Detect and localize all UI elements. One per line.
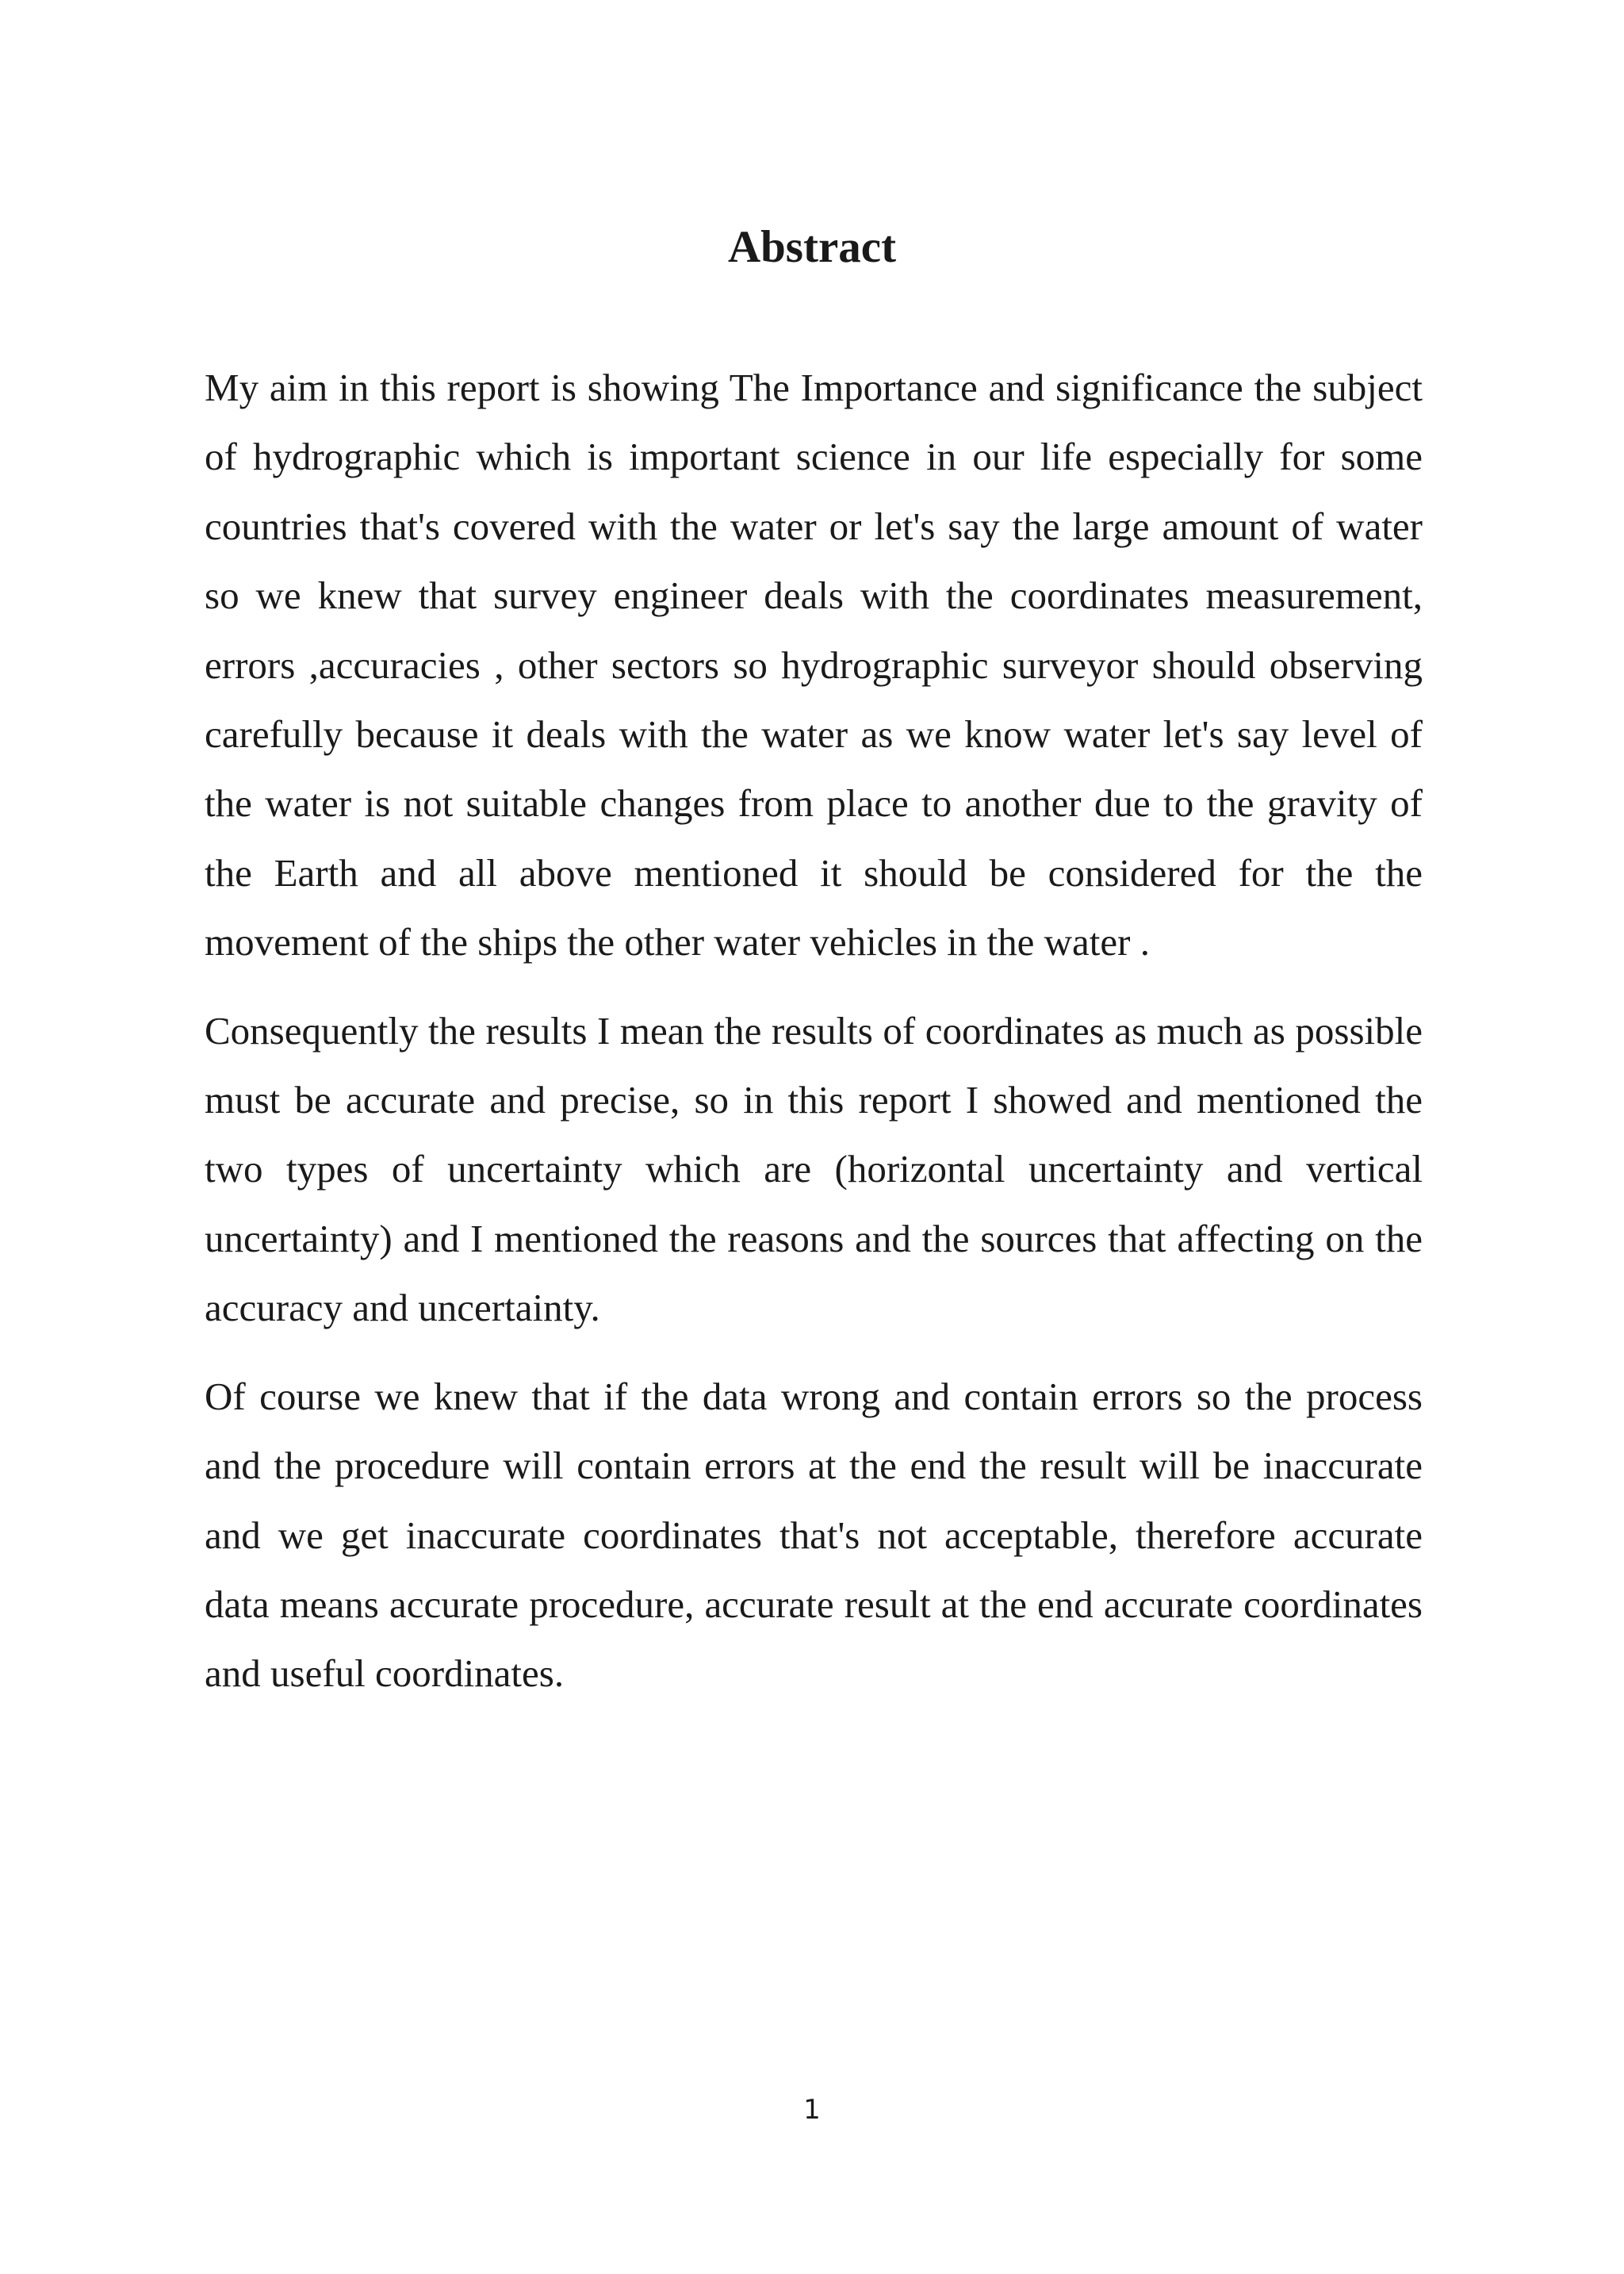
paragraph-3: Of course we knew that if the data wrong and contain errors so the process and the procedure will contain errors at the end the result will be inaccurate and we get inaccurate coordinates that's not acceptable, therefore accurate data means accurate procedure, accurate result at the end accurate coordinates and useful coordinates. — [205, 1374, 1423, 1696]
page-number: 1 — [803, 2094, 821, 2126]
paragraph-1: My aim in this report is showing The Importance and significance the subject of hydrographic which is important science in our life especially for some countries that's covered with the water or let's say the large amount of water so we knew that survey engineer deals with the coordinates measurement, errors ,accuracies , other sectors so hydrographic surveyor should observing carefully because it deals with the water as we know water let's say level of the water is not suitable changes from place to another due to the gravity of the Earth and all above mentioned it should be considered for the the movement of the ships the other water vehicles in the water . — [205, 366, 1423, 964]
page-title: Abstract — [727, 222, 897, 272]
paragraph-2: Consequently the results I mean the results of coordinates as much as possible must be accurate and precise, so in this report I showed and mentioned the two types of uncertainty which are (horizontal uncertainty and vertical uncertainty) and I mentioned the reasons and the sources that affecting on the accuracy and uncertainty. — [205, 1008, 1423, 1330]
abstract-body — [205, 353, 1423, 1728]
